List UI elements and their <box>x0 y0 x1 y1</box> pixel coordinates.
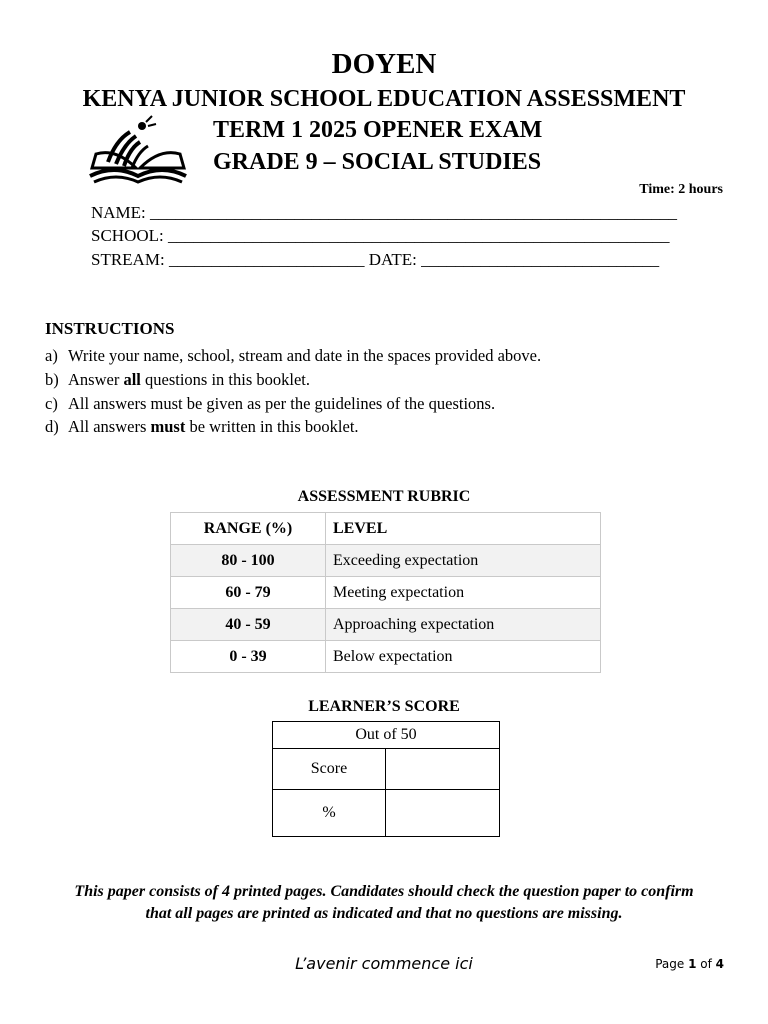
instruction-text: Answer <box>68 370 124 389</box>
instruction-text: All answers must be given as per the guidelines of the questions. <box>68 394 496 413</box>
exam-duration: Time: 2 hours <box>639 182 723 197</box>
stream-date-field[interactable] <box>91 248 659 271</box>
book-logo-icon <box>86 112 190 188</box>
range-cell: 60 - 79 <box>171 577 326 609</box>
table-row <box>171 641 601 673</box>
table-row <box>273 722 500 749</box>
range-cell: 0 - 39 <box>171 641 326 673</box>
school-title: DOYEN <box>331 48 437 80</box>
school-field[interactable] <box>91 224 669 247</box>
pages-notice <box>0 881 768 925</box>
table-row <box>273 790 500 837</box>
instruction-item <box>45 368 310 391</box>
level-cell: Exceeding expectation <box>326 545 601 577</box>
range-cell: 40 - 59 <box>171 609 326 641</box>
school-blank[interactable]: ___________________________________________________________ <box>167 226 670 245</box>
name-label: NAME: <box>91 203 146 222</box>
percent-value-cell[interactable] <box>386 790 500 837</box>
exam-term: TERM 1 2025 OPENER EXAM <box>213 117 543 143</box>
school-label: SCHOOL: <box>91 226 164 245</box>
page-total: 4 <box>715 957 724 971</box>
instruction-text: All answers <box>68 417 151 436</box>
column-header-range: RANGE (%) <box>171 513 326 545</box>
out-of-cell: Out of 50 <box>273 722 500 749</box>
instruction-text: questions in this booklet. <box>140 370 310 389</box>
page-prefix: Page <box>655 957 689 971</box>
instruction-label: d) <box>45 417 59 436</box>
assessment-rubric-table <box>170 512 601 673</box>
instruction-item <box>45 344 541 367</box>
page-current: 1 <box>688 957 697 971</box>
school-motto: L’avenir commence ici <box>295 954 473 973</box>
level-cell: Below expectation <box>326 641 601 673</box>
exam-subject: GRADE 9 – SOCIAL STUDIES <box>213 149 542 175</box>
name-field[interactable] <box>91 201 677 224</box>
name-blank[interactable]: ______________________________________________________________ <box>150 203 678 222</box>
instruction-label: a) <box>45 346 58 365</box>
date-blank[interactable]: ____________________________ <box>421 250 660 269</box>
table-row <box>171 609 601 641</box>
stream-label: STREAM: <box>91 250 165 269</box>
assessment-title: KENYA JUNIOR SCHOOL EDUCATION ASSESSMENT <box>82 86 686 112</box>
column-header-level: LEVEL <box>326 513 601 545</box>
table-row <box>171 577 601 609</box>
level-cell: Meeting expectation <box>326 577 601 609</box>
instruction-item <box>45 415 359 438</box>
table-header-row <box>171 513 601 545</box>
page-number <box>655 957 724 971</box>
page-of: of <box>696 957 716 971</box>
percent-label-cell: % <box>273 790 386 837</box>
range-cell: 80 - 100 <box>171 545 326 577</box>
score-heading: LEARNER’S SCORE <box>308 698 460 715</box>
instruction-emphasis: all <box>123 370 141 389</box>
instruction-emphasis: must <box>150 417 186 436</box>
rubric-heading: ASSESSMENT RUBRIC <box>297 488 471 505</box>
instructions-heading: INSTRUCTIONS <box>45 319 175 338</box>
instruction-label: b) <box>45 370 59 389</box>
instruction-text: Write your name, school, stream and date in the spaces provided above. <box>68 346 542 365</box>
stream-blank[interactable]: _______________________ <box>168 250 365 269</box>
pages-notice-text: This paper consists of 4 printed pages. Candidates should check the question paper to confirm that all pages are printed as indicated and that no questions are missing. <box>74 883 694 922</box>
date-label: DATE: <box>368 250 417 269</box>
instruction-label: c) <box>45 394 58 413</box>
table-row <box>171 545 601 577</box>
table-row <box>273 749 500 790</box>
score-label-cell: Score <box>273 749 386 790</box>
learner-score-table <box>272 721 500 837</box>
instruction-text: be written in this booklet. <box>185 417 359 436</box>
instruction-item <box>45 392 495 415</box>
level-cell: Approaching expectation <box>326 609 601 641</box>
score-value-cell[interactable] <box>386 749 500 790</box>
